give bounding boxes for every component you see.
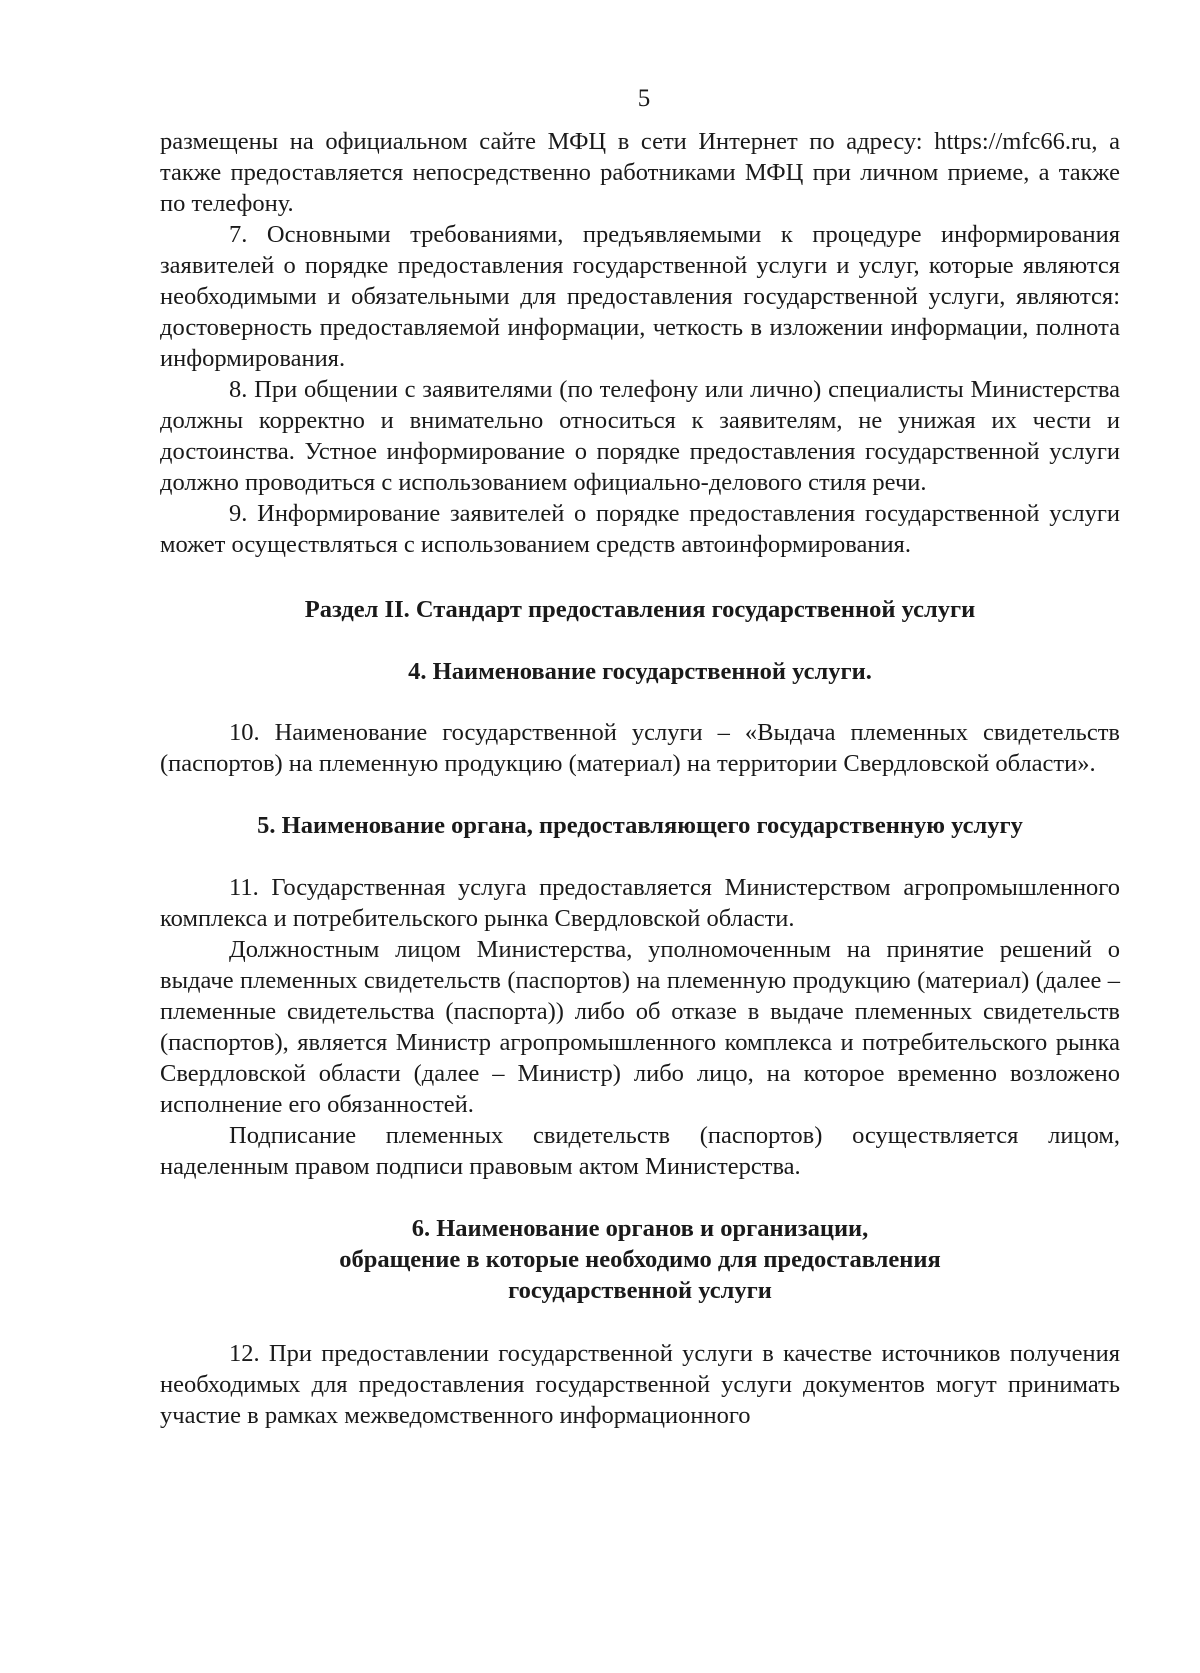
spacer xyxy=(160,625,1120,656)
paragraph-8: 8. При общении с заявителями (по телефону или лично) специалисты Министерства должны корректно и внимательно относиться к заявителям, не унижая их чести и достоинства. Устное информирование о порядке предоставления государственной услуги должно проводиться с использованием официально-делового стиля речи. xyxy=(160,376,1120,496)
heading-6-line-2: обращение в которые необходимо для предоставления xyxy=(339,1246,941,1273)
heading-6 xyxy=(160,1213,1120,1306)
paragraph-11-signing: Подписание племенных свидетельств (паспортов) осуществляется лицом, наделенным правом подписи правовым актом Министерства. xyxy=(160,1122,1120,1180)
heading-6-line-3: государственной услуги xyxy=(508,1277,772,1304)
paragraph-mfc-contacts: размещены на официальном сайте МФЦ в сети Интернет по адресу: https://mfc66.ru, а также предоставляется непосредственно работниками МФЦ при личном приеме, а также по телефону. xyxy=(160,128,1120,217)
heading-5: 5. Наименование органа, предоставляющего государственную услугу xyxy=(257,812,1023,839)
paragraph-10: 10. Наименование государственной услуги – «Выдача племенных свидетельств (паспортов) на племенную продукцию (материал) на территории Свердловской области». xyxy=(160,719,1120,777)
heading-4: 4. Наименование государственной услуги. xyxy=(408,658,872,685)
heading-6-line-1: 6. Наименование органов и организации, xyxy=(411,1215,869,1242)
section-heading: Раздел II. Стандарт предоставления государственной услуги xyxy=(304,596,976,623)
spacer xyxy=(160,841,1120,872)
document-page xyxy=(160,84,1120,1431)
spacer xyxy=(160,1182,1120,1213)
paragraph-11-official: Должностным лицом Министерства, уполномоченным на принятие решений о выдаче племенных свидетельств (паспортов) на племенную продукцию (материал) (далее – племенные свидетельства (паспорта)) либо об отказе в выдаче племенных свидетельств (паспортов), является Министр агропромышленного комплекса и потребительского рынка Свердловской области (далее – Министр) либо лицо, на которое временно возложено исполнение его обязанностей. xyxy=(160,936,1120,1118)
page-number: 5 xyxy=(637,85,651,112)
paragraph-7: 7. Основными требованиями, предъявляемыми к процедуре информирования заявителей о порядке предоставления государственной услуги и услуг, которые являются необходимыми и обязательными для предоставления государственной услуги, являются: достоверность предоставляемой информации, четкость в изложении информации, полнота информирования. xyxy=(160,221,1120,372)
paragraph-11: 11. Государственная услуга предоставляется Министерством агропромышленного комплекса и потребительского рынка Свердловской области. xyxy=(160,874,1120,932)
spacer xyxy=(160,560,1120,594)
paragraph-9: 9. Информирование заявителей о порядке предоставления государственной услуги может осуществляться с использованием средств автоинформирования. xyxy=(160,500,1120,558)
spacer xyxy=(160,779,1120,810)
spacer xyxy=(160,687,1120,717)
paragraph-12: 12. При предоставлении государственной услуги в качестве источников получения необходимых для предоставления государственной услуги документов могут принимать участие в рамках межведомственного информационного xyxy=(160,1340,1120,1429)
spacer xyxy=(160,1306,1120,1338)
